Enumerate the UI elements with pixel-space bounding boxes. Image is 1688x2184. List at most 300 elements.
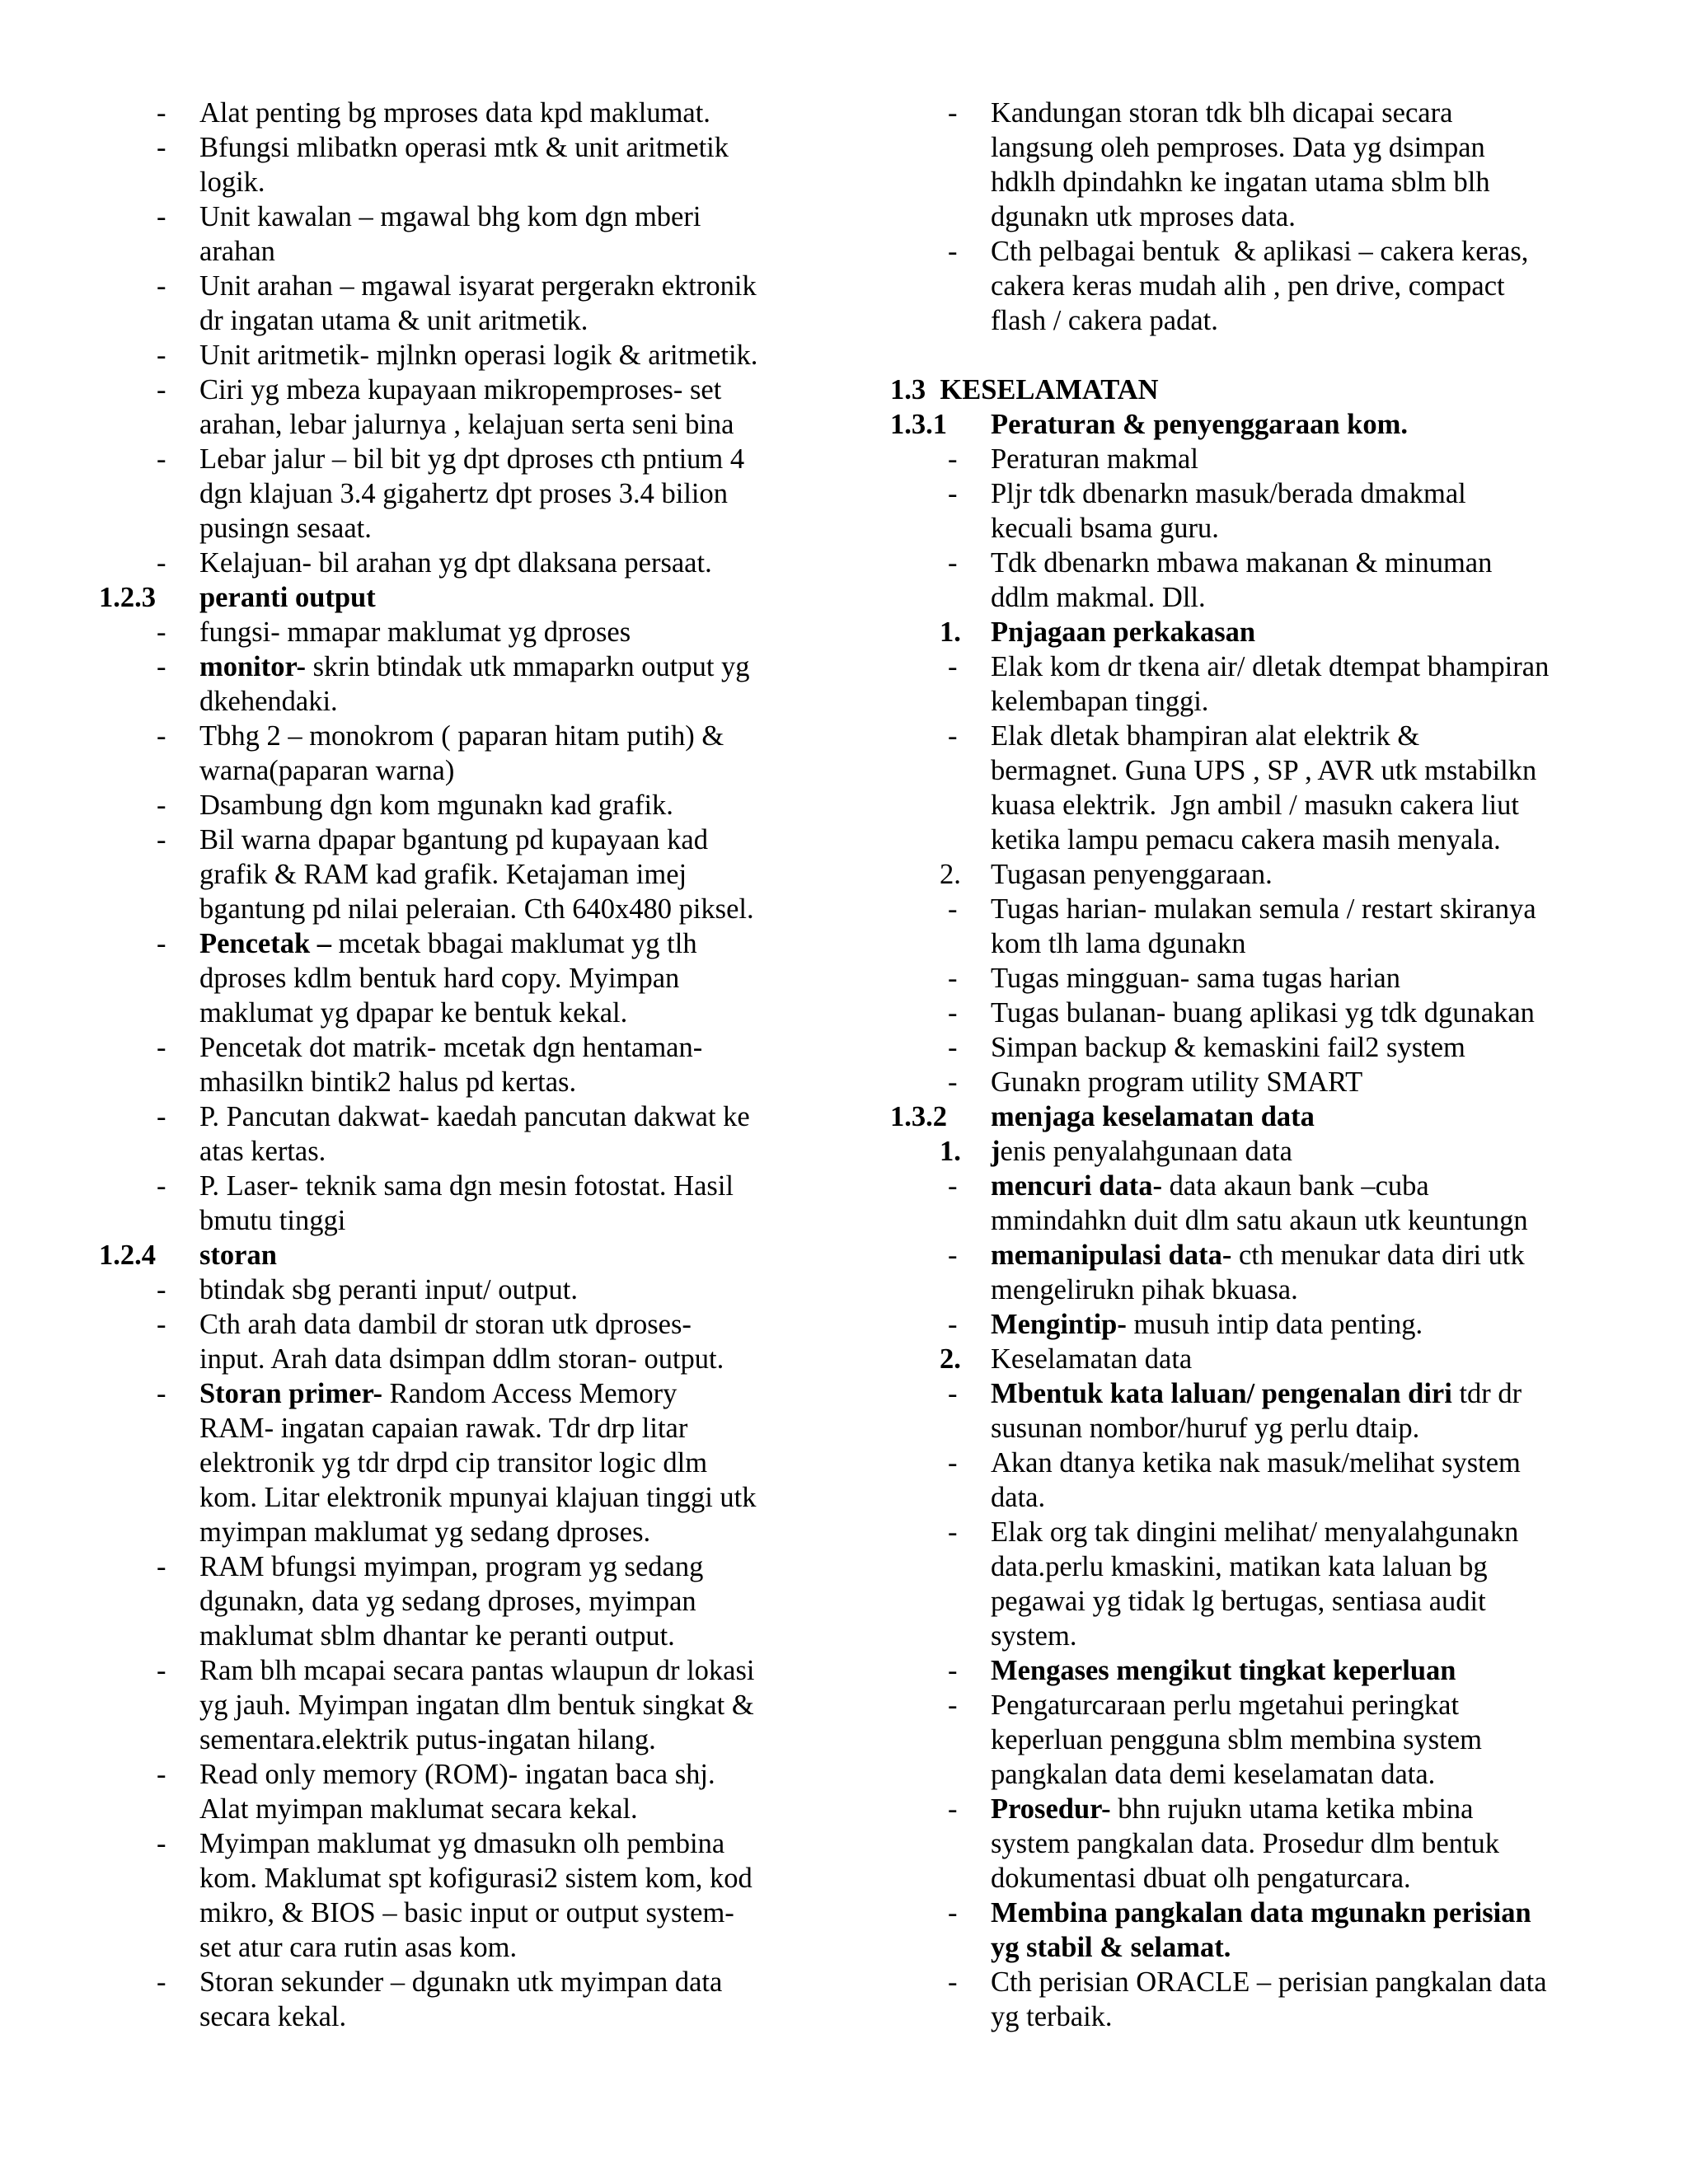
plain-text: Ciri yg mbeza kupayaan mikropemproses- set [199, 374, 722, 405]
plain-text: musuh intip data penting. [1126, 1309, 1423, 1340]
bold-text: Storan primer- [199, 1378, 382, 1409]
bullet-dash: - [157, 97, 166, 129]
line-text [991, 1549, 1488, 1584]
plain-text: Akan dtanya ketika nak masuk/melihat system [991, 1447, 1521, 1479]
line-text [991, 1099, 1315, 1134]
plain-text: P. Pancutan dakwat- kaedah pancutan dakwat ke [199, 1101, 750, 1132]
line-text [199, 442, 744, 476]
bullet-continuation [890, 753, 1599, 788]
bullet-dash: - [948, 478, 958, 509]
line-text [991, 1722, 1482, 1757]
line-text [199, 1792, 638, 1826]
bullet-item [890, 996, 1599, 1030]
bullet-continuation [99, 1134, 808, 1169]
line-text [991, 1826, 1499, 1861]
bullet-continuation [99, 892, 808, 926]
plain-text: data akaun bank –cuba [1161, 1170, 1429, 1202]
bullet-dash: - [157, 443, 166, 475]
line-text [199, 996, 627, 1030]
plain-text: Bil warna dpapar bgantung pd kupayaan kad [199, 824, 708, 855]
bold-text: Mengases mengikut tingkat keperluan [991, 1655, 1456, 1686]
plain-text: grafik & RAM kad grafik. Ketajaman imej [199, 859, 687, 890]
bullet-continuation [890, 1272, 1599, 1307]
line-text [199, 1134, 326, 1169]
bullet-continuation [890, 1480, 1599, 1515]
bullet-continuation [99, 1411, 808, 1446]
bullet-dash: - [157, 1101, 166, 1132]
blank-line [890, 338, 1599, 373]
plain-text: Random Access Memory [382, 1378, 678, 1409]
line-text [991, 1965, 1547, 1999]
line-text [991, 996, 1535, 1030]
plain-text: Pljr tdk dbenarkn masuk/berada dmakmal [991, 478, 1466, 509]
bullet-dash: - [948, 1793, 958, 1825]
bullet-dash: - [157, 1655, 166, 1686]
bullet-item [99, 442, 808, 476]
bullet-item [890, 1238, 1599, 1272]
plain-text: keperluan pengguna sblm membina system [991, 1724, 1482, 1755]
plain-text: kom. Litar elektronik mpunyai klajuan tinggi utk [199, 1482, 757, 1513]
bullet-item [99, 1965, 808, 1999]
item-number: 1. [940, 616, 961, 648]
bullet-dash: - [157, 270, 166, 302]
line-text [199, 199, 701, 234]
line-text [199, 1099, 750, 1134]
bullet-continuation [890, 165, 1599, 199]
line-text [199, 719, 724, 753]
bullet-item [890, 1653, 1599, 1688]
item-number: 1.3.2 [890, 1101, 947, 1132]
line-text [199, 684, 338, 719]
bullet-item [890, 234, 1599, 269]
line-text [199, 1376, 677, 1411]
bullet-item [99, 199, 808, 234]
plain-text: yg jauh. Myimpan ingatan dlm bentuk singkat & [199, 1690, 754, 1721]
plain-text: Gunakn program utility SMART [991, 1066, 1363, 1098]
bullet-continuation [890, 1619, 1599, 1653]
bullet-dash: - [157, 790, 166, 821]
bullet-item [890, 719, 1599, 753]
bold-text: j [991, 1136, 1001, 1167]
bullet-dash: - [157, 1551, 166, 1582]
line-text [991, 1376, 1522, 1411]
bullet-item [890, 96, 1599, 130]
line-text [991, 165, 1490, 199]
line-text [991, 615, 1255, 649]
plain-text: dr ingatan utama & unit aritmetik. [199, 305, 588, 336]
plain-text: bhn rujukn utama ketika mbina [1110, 1793, 1474, 1825]
line-text [991, 1480, 1045, 1515]
line-text [991, 511, 1219, 546]
plain-text: Pengaturcaraan perlu mgetahui peringkat [991, 1690, 1460, 1721]
line-text [199, 1896, 734, 1930]
bullet-item [99, 546, 808, 580]
bold-text: Mengintip- [991, 1309, 1127, 1340]
plain-text: dgunakn, data yg sedang dproses, myimpan [199, 1586, 696, 1617]
line-text [199, 1722, 656, 1757]
plain-text: Tugas harian- mulakan semula / restart skiranya [991, 893, 1536, 925]
plain-text: Cth perisian ORACLE – perisian pangkalan data [991, 1966, 1547, 1998]
line-text [991, 1238, 1525, 1272]
line-text [199, 269, 757, 303]
line-text [991, 1930, 1231, 1965]
bold-text: yg stabil & selamat. [991, 1932, 1231, 1963]
bullet-dash: - [157, 374, 166, 405]
line-text [199, 546, 712, 580]
bullet-continuation [99, 1792, 808, 1826]
plain-text: Ram blh mcapai secara pantas wlaupun dr lokasi [199, 1655, 755, 1686]
bullet-continuation [99, 1930, 808, 1965]
line-text [991, 649, 1549, 684]
line-text [199, 234, 275, 269]
line-text [199, 753, 454, 788]
bullet-dash: - [157, 547, 166, 579]
numbered-item [890, 615, 1599, 649]
bullet-item [890, 1446, 1599, 1480]
bullet-dash: - [157, 824, 166, 855]
plain-text: Keselamatan data [991, 1343, 1193, 1375]
section-heading [99, 1238, 808, 1272]
bullet-item [99, 1169, 808, 1203]
bullet-item [99, 926, 808, 961]
line-text [199, 1688, 754, 1722]
plain-text: Unit kawalan – mgawal bhg kom dgn mberi [199, 201, 701, 232]
line-text [991, 269, 1505, 303]
left-column [99, 96, 808, 2034]
bullet-dash: - [157, 651, 166, 682]
bullet-item [890, 1065, 1599, 1099]
bullet-item [99, 1272, 808, 1307]
line-text [890, 373, 1159, 407]
line-text [199, 649, 750, 684]
bullet-item [99, 649, 808, 684]
line-text [199, 130, 729, 165]
bullet-item [890, 1376, 1599, 1411]
plain-text: Alat penting bg mproses data kpd maklumat. [199, 97, 710, 129]
line-text [991, 1307, 1423, 1342]
line-text [991, 1515, 1518, 1549]
line-text [991, 234, 1528, 269]
bullet-item [99, 1307, 808, 1342]
bullet-item [99, 373, 808, 407]
bullet-item [890, 1965, 1599, 1999]
plain-text: pusingn sesaat. [199, 513, 372, 544]
bullet-item [890, 546, 1599, 580]
line-text [991, 892, 1536, 926]
line-text [991, 823, 1501, 857]
line-text [199, 857, 687, 892]
line-text [199, 1169, 734, 1203]
bullet-dash: - [948, 1066, 958, 1098]
bullet-item [890, 1169, 1599, 1203]
bullet-dash: - [948, 1447, 958, 1479]
plain-text: Kandungan storan tdk blh dicapai secara [991, 97, 1453, 129]
plain-text: yg terbaik. [991, 2001, 1113, 2032]
plain-text: ketika lampu pemacu cakera masih menyala. [991, 824, 1501, 855]
bullet-continuation [99, 234, 808, 269]
line-text [991, 442, 1198, 476]
bullet-item [99, 1549, 808, 1584]
bullet-dash: - [948, 1032, 958, 1063]
bullet-item [890, 442, 1599, 476]
line-text [199, 1446, 707, 1480]
bullet-dash: - [948, 236, 958, 267]
line-text [199, 1757, 715, 1792]
bullet-continuation [890, 788, 1599, 823]
plain-text: dgn klajuan 3.4 gigahertz dpt proses 3.4 bilion [199, 478, 729, 509]
line-text [991, 1203, 1528, 1238]
bullet-continuation [99, 961, 808, 996]
line-text [991, 926, 1246, 961]
line-text [991, 303, 1218, 338]
plain-text: Read only memory (ROM)- ingatan baca shj. [199, 1759, 715, 1790]
line-text [991, 476, 1466, 511]
plain-text: elektronik yg tdr drpd cip transitor logic dlm [199, 1447, 708, 1479]
plain-text: dokumentasi dbuat olh pengaturcara. [991, 1863, 1411, 1894]
bullet-dash: - [157, 1309, 166, 1340]
bullet-item [890, 476, 1599, 511]
line-text [991, 96, 1452, 130]
line-text [199, 373, 721, 407]
line-text [199, 1653, 755, 1688]
plain-text: langsung oleh pemproses. Data yg dsimpan [991, 132, 1485, 163]
bullet-continuation [99, 1342, 808, 1376]
bullet-dash: - [948, 720, 958, 752]
bold-text: memanipulasi data- [991, 1240, 1232, 1271]
bullet-continuation [890, 1411, 1599, 1446]
line-text [199, 1203, 345, 1238]
bullet-item [890, 961, 1599, 996]
numbered-item [890, 1134, 1599, 1169]
bullet-item [890, 1792, 1599, 1826]
bullet-dash: - [157, 1759, 166, 1790]
plain-text: kuasa elektrik. Jgn ambil / masukn cakera liut [991, 790, 1519, 821]
plain-text: mikro, & BIOS – basic input or output system- [199, 1897, 734, 1929]
line-text [199, 1030, 702, 1065]
line-text [199, 1999, 346, 2034]
line-text [199, 96, 710, 130]
plain-text: Elak dletak bhampiran alat elektrik & [991, 720, 1420, 752]
plain-text: fungsi- mmapar maklumat yg dproses [199, 616, 631, 648]
bold-text: Pnjagaan perkakasan [991, 616, 1256, 648]
line-text [991, 1619, 1076, 1653]
plain-text: tdr dr [1451, 1378, 1522, 1409]
bullet-item [99, 1826, 808, 1861]
bullet-continuation [99, 1619, 808, 1653]
bullet-dash: - [948, 443, 958, 475]
bold-text: Prosedur- [991, 1793, 1111, 1825]
plain-text: pegawai yg tidak lg bertugas, sentiasa audit [991, 1586, 1486, 1617]
line-text [991, 1446, 1521, 1480]
bold-text: menjaga keselamatan data [991, 1101, 1315, 1132]
plain-text: enis penyalahgunaan data [1000, 1136, 1292, 1167]
bullet-dash: - [948, 97, 958, 129]
plain-text: mengelirukn pihak bkuasa. [991, 1274, 1298, 1305]
line-text [991, 546, 1492, 580]
line-text [991, 719, 1419, 753]
line-text [199, 476, 728, 511]
bullet-item [99, 615, 808, 649]
bullet-continuation [99, 476, 808, 511]
bullet-continuation [890, 199, 1599, 234]
plain-text: RAM bfungsi myimpan, program yg sedang [199, 1551, 704, 1582]
line-text [199, 1861, 753, 1896]
line-text [199, 1965, 722, 1999]
plain-text: kecuali bsama guru. [991, 513, 1219, 544]
item-number: 2. [940, 859, 961, 890]
line-text [199, 1238, 277, 1272]
plain-text: logik. [199, 166, 265, 198]
line-text [991, 1030, 1465, 1065]
bullet-continuation [890, 1722, 1599, 1757]
bullet-item [99, 1376, 808, 1411]
bullet-dash: - [948, 1690, 958, 1721]
bullet-continuation [99, 1896, 808, 1930]
plain-text: Tdk dbenarkn mbawa makanan & minuman [991, 547, 1493, 579]
plain-text: ddlm makmal. Dll. [991, 582, 1206, 613]
line-text [199, 1342, 724, 1376]
bold-text: peranti output [199, 582, 376, 613]
plain-text: Myimpan maklumat yg dmasukn olh pembina [199, 1828, 725, 1859]
line-text [199, 1619, 675, 1653]
plain-text: Dsambung dgn kom mgunakn kad grafik. [199, 790, 673, 821]
bullet-continuation [890, 269, 1599, 303]
bullet-continuation [99, 1999, 808, 2034]
bullet-item [890, 1896, 1599, 1930]
line-text [199, 1411, 687, 1446]
bullet-dash: - [948, 547, 958, 579]
bullet-item [890, 649, 1599, 684]
line-text [991, 1065, 1362, 1099]
item-number: 2. [940, 1343, 961, 1375]
bullet-dash: - [948, 1897, 958, 1929]
bold-text: monitor- [199, 651, 307, 682]
bullet-dash: - [948, 893, 958, 925]
line-text [991, 1342, 1192, 1376]
line-text [991, 580, 1206, 615]
plain-text: input. Arah data dsimpan ddlm storan- output. [199, 1343, 724, 1375]
bullet-dash: - [157, 1170, 166, 1202]
line-text [991, 1688, 1459, 1722]
bullet-dash: - [948, 1655, 958, 1686]
line-text [199, 892, 754, 926]
bullet-item [99, 1757, 808, 1792]
line-text [991, 753, 1536, 788]
plain-text: kom tlh lama dgunakn [991, 928, 1246, 959]
plain-text: kom. Maklumat spt kofigurasi2 sistem kom, kod [199, 1863, 753, 1894]
section-heading [890, 1099, 1599, 1134]
bullet-dash: - [157, 340, 166, 371]
plain-text: Peraturan makmal [991, 443, 1198, 475]
bullet-continuation [99, 1065, 808, 1099]
plain-text: Tbhg 2 – monokrom ( paparan hitam putih) & [199, 720, 724, 752]
bullet-continuation [99, 165, 808, 199]
plain-text: hdklh dpindahkn ke ingatan utama sblm blh [991, 166, 1490, 198]
bullet-item [890, 1030, 1599, 1065]
line-text [991, 857, 1273, 892]
bullet-continuation [99, 1480, 808, 1515]
bullet-dash: - [157, 1828, 166, 1859]
main-section-heading [890, 373, 1599, 407]
bullet-dash: - [157, 928, 166, 959]
plain-text: Elak org tak dingini melihat/ menyalahgunakn [991, 1516, 1519, 1548]
bold-text: Mbentuk kata laluan/ pengenalan diri [991, 1378, 1452, 1409]
bullet-continuation [99, 407, 808, 442]
plain-text: susunan nombor/huruf yg perlu dtaip. [991, 1413, 1420, 1444]
line-text [991, 1272, 1298, 1307]
bullet-dash: - [157, 720, 166, 752]
plain-text: system. [991, 1620, 1077, 1652]
line-text [199, 615, 631, 649]
line-text [991, 961, 1400, 996]
bold-text: Membina pangkalan data mgunakn perisian [991, 1897, 1531, 1929]
plain-text: pangkalan data demi keselamatan data. [991, 1759, 1436, 1790]
bold-text: storan [199, 1240, 277, 1271]
bullet-continuation [890, 1861, 1599, 1896]
bullet-continuation [99, 996, 808, 1030]
plain-text: Storan sekunder – dgunakn utk myimpan data [199, 1966, 723, 1998]
plain-text: arahan [199, 236, 275, 267]
item-number: 1.2.4 [99, 1240, 156, 1271]
line-text [991, 1792, 1473, 1826]
bullet-dash: - [157, 1966, 166, 1998]
plain-text: secara kekal. [199, 2001, 347, 2032]
line-text [199, 1480, 757, 1515]
bullet-continuation [99, 684, 808, 719]
plain-text: Alat myimpan maklumat secara kekal. [199, 1793, 638, 1825]
line-text [991, 199, 1296, 234]
line-text [199, 961, 679, 996]
line-text [199, 511, 372, 546]
bullet-item [99, 130, 808, 165]
line-text [991, 130, 1485, 165]
plain-text: data.perlu kmaskini, matikan kata laluan bg [991, 1551, 1488, 1582]
plain-text: maklumat yg dpapar ke bentuk kekal. [199, 997, 628, 1029]
bullet-item [99, 269, 808, 303]
line-text [199, 1549, 703, 1584]
line-text [199, 1307, 692, 1342]
line-text [991, 1861, 1411, 1896]
bullet-item [99, 1653, 808, 1688]
bullet-continuation [99, 857, 808, 892]
bullet-continuation [99, 1446, 808, 1480]
bullet-item [99, 1099, 808, 1134]
bullet-dash: - [948, 997, 958, 1029]
plain-text: Simpan backup & kemaskini fail2 system [991, 1032, 1465, 1063]
line-text [991, 1999, 1113, 2034]
line-text [991, 1584, 1486, 1619]
bullet-dash: - [948, 1240, 958, 1271]
line-text [991, 1134, 1292, 1169]
plain-text: cth menukar data diri utk [1231, 1240, 1525, 1271]
numbered-item [890, 857, 1599, 892]
bold-text: Pencetak – [199, 928, 332, 959]
bullet-item [890, 1688, 1599, 1722]
plain-text: system pangkalan data. Prosedur dlm bentuk [991, 1828, 1500, 1859]
bullet-continuation [890, 130, 1599, 165]
bullet-dash: - [157, 1274, 166, 1305]
plain-text: mhasilkn bintik2 halus pd kertas. [199, 1066, 577, 1098]
bullet-continuation [890, 303, 1599, 338]
plain-text: Elak kom dr tkena air/ dletak dtempat bhampiran [991, 651, 1550, 682]
line-text [199, 926, 697, 961]
bullet-dash: - [948, 1378, 958, 1409]
bullet-continuation [99, 1515, 808, 1549]
line-text [991, 1169, 1429, 1203]
line-text [199, 303, 588, 338]
bullet-continuation [890, 1549, 1599, 1584]
bullet-continuation [890, 1930, 1599, 1965]
